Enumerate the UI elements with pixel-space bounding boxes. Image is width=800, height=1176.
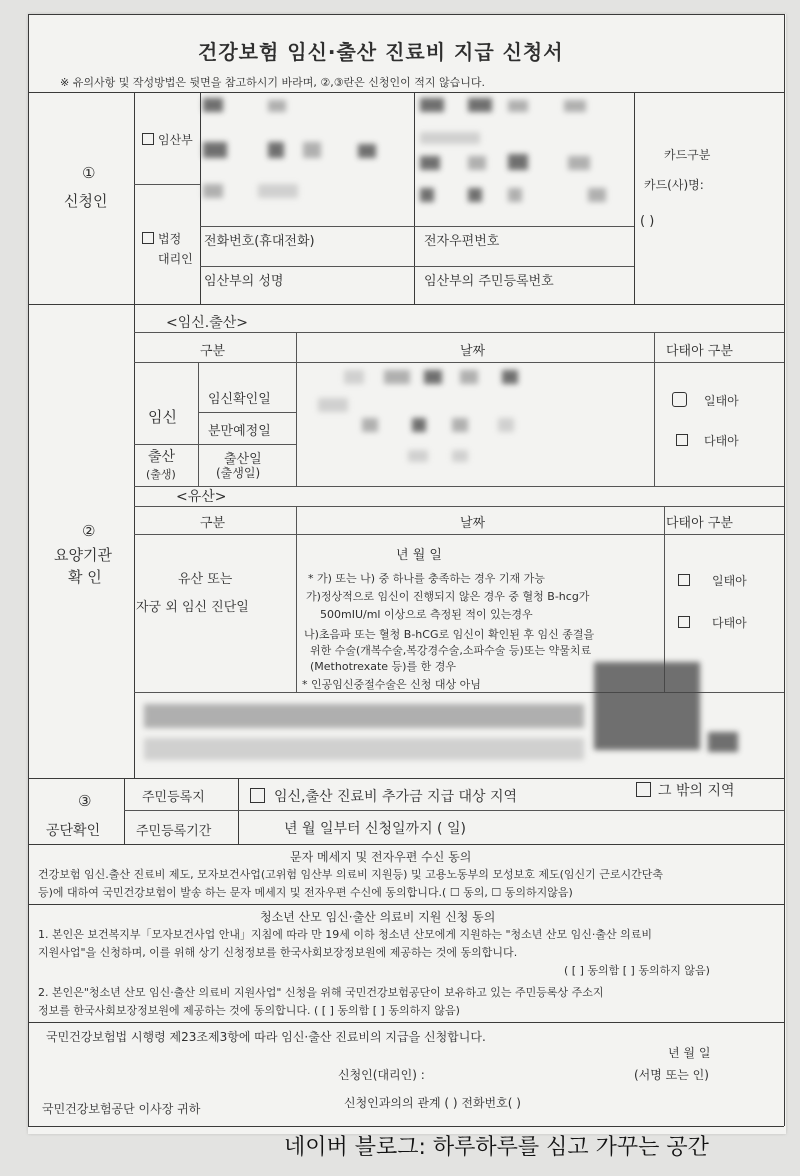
- proxy-label-2: 대리인: [158, 252, 193, 266]
- addressee: 국민건강보험공단 이사장 귀하: [42, 1102, 201, 1116]
- s1-label: 신청인: [64, 192, 108, 210]
- redacted-block: [460, 370, 478, 384]
- miscarriage-label-2: 자궁 외 임신 진단일: [136, 600, 249, 615]
- s2-label-divider: [134, 304, 135, 778]
- redacted-block: [303, 142, 321, 158]
- criteria-note: * 인공임신중절수술은 신청 대상 아님: [302, 678, 481, 691]
- redacted-block: [420, 98, 444, 112]
- birth-date-label: 출산일: [224, 452, 262, 467]
- redacted-stamp: [594, 662, 700, 750]
- redacted-block: [502, 370, 518, 384]
- birth-label-sub: (출생): [146, 468, 176, 481]
- misc-multiple-checkbox[interactable]: [678, 616, 690, 628]
- period-value: 년 월 일부터 신청일까지 ( 일): [284, 821, 466, 837]
- s2-number: ②: [82, 522, 96, 540]
- misc-multiple-label: 다태아: [712, 616, 747, 630]
- other-region-label: 그 밖의 지역: [658, 783, 735, 799]
- redacted-block: [318, 398, 348, 412]
- s1-mid-divider: [414, 92, 415, 304]
- redacted-institution-name: [144, 704, 584, 728]
- redacted-block: [268, 142, 284, 158]
- redacted-block: [498, 418, 514, 432]
- s1-sub-divider: [200, 92, 201, 304]
- youth-item2-line2: 정보를 한국사회보장정보원에 제공하는 것에 동의합니다. ( [ ] 동의함 [ ] 동의하지 않음): [38, 1004, 460, 1017]
- col-category: 구분: [200, 344, 226, 359]
- youth-item1-line2: 지원사업"을 신청하며, 이를 위해 상기 신청정보를 한국사회보장정보원에 제공하는 것에 동의합니다.: [38, 946, 518, 959]
- redacted-block: [268, 100, 286, 112]
- card-type-label: 카드구분: [664, 148, 711, 162]
- s2-misc-header-bottom: [134, 534, 784, 535]
- form-notice: ※ 유의사항 및 작성방법은 뒷면을 참고하시기 바라며, ②,③란은 신청인이 적지 않습니다.: [60, 76, 486, 89]
- form-bottom-border: [28, 1126, 784, 1127]
- birth-label: 출산: [148, 449, 176, 465]
- signature-hint: (서명 또는 인): [634, 1068, 709, 1082]
- criteria-b-2: 위한 수술(개복수술,복강경수술,소파수술 등)또는 약물치료: [310, 644, 592, 657]
- s1-label-divider: [134, 92, 135, 304]
- pregnant-name-label: 임산부의 성명: [204, 274, 284, 289]
- misc-col-date: 날짜: [460, 516, 486, 531]
- phone-label: 전화번호(휴대전화): [204, 234, 315, 249]
- miscarriage-header: <유산>: [176, 489, 227, 505]
- s2-row-a: [198, 412, 296, 413]
- s2-label-2: 확 인: [68, 568, 102, 586]
- form-left-border: [28, 14, 29, 1126]
- application-form: [28, 14, 786, 1134]
- redacted-block: [468, 188, 482, 202]
- redacted-block: [568, 156, 590, 170]
- redacted-block: [258, 184, 298, 198]
- email-label: 전자우편번호: [424, 234, 500, 249]
- proxy-checkbox[interactable]: [142, 232, 154, 244]
- period-label: 주민등록기간: [136, 824, 212, 839]
- s3-label: 공단확인: [46, 823, 101, 839]
- redacted-block: [203, 184, 223, 198]
- s3-sub-divider: [238, 778, 239, 844]
- youth-bottom: [28, 1022, 784, 1023]
- redacted-institution-info: [144, 738, 584, 760]
- multiple-baby-label: 다태아: [704, 434, 739, 448]
- s2-header-bottom: [134, 362, 784, 363]
- s3-row: [124, 810, 784, 811]
- criteria-a-1: 가)정상적으로 임신이 진행되지 않은 경우 중 혈청 B-hcg가: [306, 590, 590, 603]
- redacted-block: [358, 144, 376, 158]
- s3-bottom: [28, 844, 784, 845]
- sms-consent-title: 문자 메세지 및 전자우편 수신 동의: [290, 850, 472, 864]
- s2-label-1: 요양기관: [54, 546, 112, 564]
- relation-phone-line: 신청인과의의 관계 ( ) 전화번호( ): [344, 1096, 521, 1110]
- form-title: 건강보험 임신·출산 진료비 지급 신청서: [198, 40, 564, 64]
- extra-region-checkbox[interactable]: [250, 788, 265, 803]
- s1-bottom: [28, 304, 784, 305]
- s2-birth-bottom: [134, 486, 784, 487]
- due-date-label: 분만예정일: [208, 424, 271, 439]
- s2-cat-divider: [198, 362, 199, 486]
- sms-consent-line1: 건강보험 임신.출산 진료비 제도, 모자보건사업(고위험 임산부 의료비 지원등) 및 고용노동부의 모성보호 제도(임신기 근로시간단축: [38, 868, 664, 881]
- extra-region-label: 임신,출산 진료비 추가금 지급 대상 지역: [274, 789, 518, 805]
- redacted-signature: [708, 732, 738, 752]
- pregnancy-label: 임신: [148, 408, 177, 426]
- other-region-checkbox[interactable]: [636, 782, 651, 797]
- redacted-block: [452, 418, 468, 432]
- redacted-block: [424, 370, 442, 384]
- redacted-block: [508, 188, 522, 202]
- pregnant-label: 임산부: [158, 133, 193, 147]
- birth-date-sub: (출생일): [216, 466, 261, 480]
- misc-date-format: 년 월 일: [396, 548, 442, 563]
- single-baby-label: 일태아: [704, 394, 739, 408]
- card-company-paren: ( ): [640, 214, 655, 229]
- redacted-block: [203, 98, 223, 112]
- criteria-a-2: 500mIU/ml 이상으로 측정된 적이 있는경우: [320, 608, 533, 621]
- criteria-intro: * 가) 또는 나) 중 하나를 충족하는 경우 기재 가능: [308, 572, 545, 585]
- form-top-border: [28, 14, 784, 15]
- s1-row-phone: [200, 226, 634, 227]
- s2-misc-header-top: [134, 506, 784, 507]
- criteria-b-3: (Methotrexate 등)를 한 경우: [310, 660, 456, 673]
- misc-col-category: 구분: [200, 516, 226, 531]
- s1-row-name: [200, 266, 634, 267]
- redacted-block: [408, 450, 428, 462]
- s1-number: ①: [82, 164, 96, 182]
- youth-item1-line1: 1. 본인은 보건복지부「모자보건사업 안내」지침에 따라 만 19세 이하 청소년 산모에게 지원하는 "청소년 산모 임신·출산 의료비: [38, 928, 653, 941]
- s2-multi-divider: [654, 332, 655, 486]
- redacted-block: [384, 370, 410, 384]
- sms-consent-line2: 등)에 대하여 국민건강보험이 발송 하는 문자 메세지 및 전자우편 수신에 동의합니다.( ☐ 동의, ☐ 동의하지않음): [38, 886, 573, 899]
- s2-date-divider: [296, 332, 297, 486]
- redacted-block: [362, 418, 378, 432]
- youth-consent-title: 청소년 산모 임신·출산 의료비 지원 신청 동의: [260, 910, 496, 924]
- proxy-label-1: 법정: [158, 232, 182, 246]
- redacted-block: [203, 142, 227, 158]
- redacted-block: [468, 156, 486, 170]
- redacted-block: [452, 450, 468, 462]
- multiple-baby-checkbox[interactable]: [676, 434, 688, 446]
- redacted-block: [412, 418, 426, 432]
- redacted-block: [468, 98, 492, 112]
- redacted-block: [344, 370, 364, 384]
- title-divider: [28, 92, 784, 93]
- s2-row-b: [134, 444, 296, 445]
- youth-item2-line1: 2. 본인은"청소년 산모 임신·출산 의료비 지원사업" 신청을 위해 국민건강보험공단이 보유하고 있는 주민등록상 주소지: [38, 986, 604, 999]
- redacted-block: [508, 100, 528, 112]
- s3-number: ③: [78, 792, 92, 810]
- misc-single-label: 일태아: [712, 574, 747, 588]
- application-date: 년 월 일: [668, 1046, 711, 1060]
- form-right-border: [784, 14, 785, 1126]
- criteria-b-1: 나)초음파 또는 혈청 B-hCG로 임신이 확인된 후 임신 종결을: [304, 628, 595, 641]
- s2-header-top: [134, 332, 784, 333]
- redacted-block: [564, 100, 586, 112]
- card-company-label: 카드(사)명:: [644, 178, 704, 192]
- misc-col-multi: 다태아 구분: [666, 516, 733, 531]
- s2-bottom: [28, 778, 784, 779]
- youth-item1-choice: ( [ ] 동의함 [ ] 동의하지 않음): [564, 964, 710, 977]
- pregnant-checkbox[interactable]: [142, 133, 154, 145]
- col-multi: 다태아 구분: [666, 344, 733, 359]
- single-baby-checkbox[interactable]: [672, 392, 687, 407]
- misc-single-checkbox[interactable]: [678, 574, 690, 586]
- redacted-block: [420, 132, 480, 144]
- s3-label-divider: [124, 778, 125, 844]
- applicant-signature-label: 신청인(대리인) :: [338, 1068, 425, 1082]
- address-label: 주민등록지: [142, 790, 205, 805]
- col-date: 날짜: [460, 344, 486, 359]
- redacted-block: [588, 188, 606, 202]
- sms-bottom: [28, 904, 784, 905]
- redacted-block: [420, 156, 440, 170]
- s1-sub-row: [134, 184, 200, 185]
- redacted-block: [420, 188, 434, 202]
- miscarriage-label-1: 유산 또는: [178, 572, 233, 587]
- blog-caption: 네이버 블로그: 하루하루를 심고 가꾸는 공간: [284, 1135, 709, 1160]
- pregnant-rrn-label: 임산부의 주민등록번호: [424, 274, 554, 289]
- s1-card-divider: [634, 92, 635, 304]
- redacted-block: [508, 154, 528, 170]
- birth-section-header: <임신.출산>: [166, 315, 249, 331]
- application-statement: 국민건강보험법 시행령 제23조제3항에 따라 임신·출산 진료비의 지급을 신청합니다.: [46, 1030, 486, 1044]
- pregnancy-confirm-label: 임신확인일: [208, 392, 271, 407]
- s2-misc-date-divider: [296, 506, 297, 692]
